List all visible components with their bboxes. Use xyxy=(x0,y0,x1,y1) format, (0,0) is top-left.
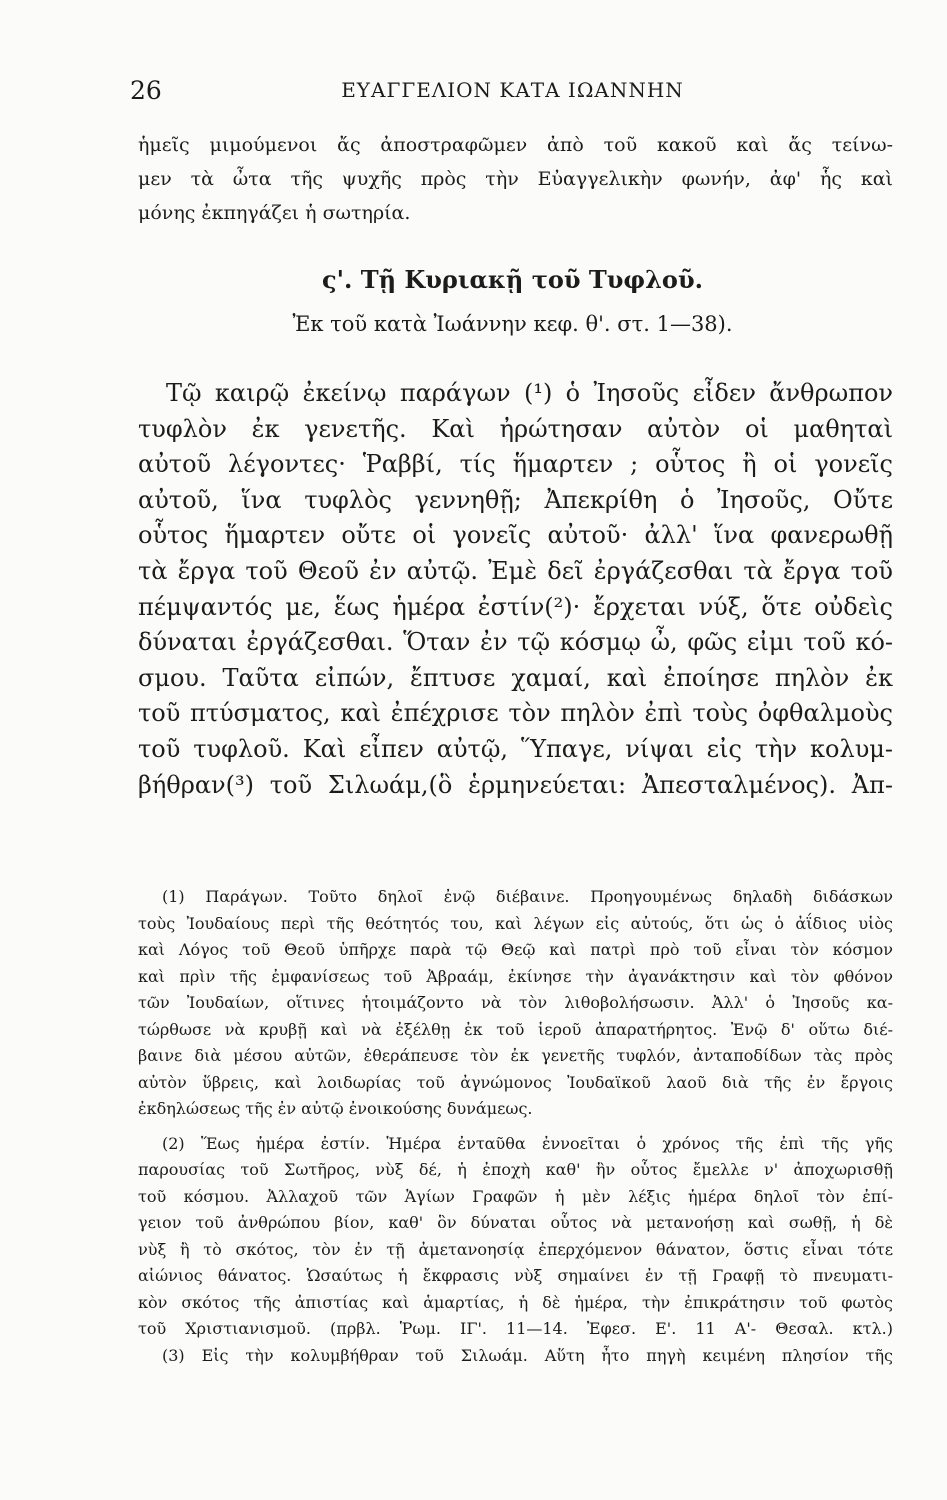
footnote-3 xyxy=(138,1343,893,1370)
footnote-line: καὶ Λόγος τοῦ Θεοῦ ὑπῆρχε παρὰ τῷ Θεῷ καὶ πατρὶ πρὸ τοῦ εἶναι τὸν κόσμον xyxy=(138,940,893,959)
footnote-line: (2) Ἕως ἡμέρα ἐστίν. Ἡμέρα ἐνταῦθα ἐννοεῖται ὁ χρόνος τῆς ἐπὶ τῆς γῆς xyxy=(162,1133,893,1153)
page-number: 26 xyxy=(130,76,162,105)
text-line: Τῷ καιρῷ ἐκείνῳ παράγων (¹) ὁ Ἰησοῦς εἶδεν ἄνθρωπον xyxy=(166,379,893,407)
text-line: αὐτοῦ, ἵνα τυφλὸς γεννηθῇ; Ἀπεκρίθη ὁ Ἰησοῦς, Οὔτε xyxy=(138,485,893,514)
text-line: πέμψαντός με, ἕως ἡμέρα ἐστίν(²)· ἔρχεται νύξ, ὅτε οὐδεὶς xyxy=(138,592,893,621)
footnote-line: τοῦ Χριστιανισμοῦ. (πρβλ. Ῥωμ. ΙΓ'. 11—14. Ἐφεσ. Ε'. 11 Α'- Θεσαλ. κτλ.) xyxy=(138,1319,893,1338)
footnote-line: τῶν Ἰουδαίων, οἵτινες ἡτοιμάζοντο νὰ τὸν λιθοβολήσωσιν. Ἀλλ' ὁ Ἰησοῦς κα- xyxy=(138,993,893,1012)
footnote-line: (1) Παράγων. Τοῦτο δηλοῖ ἐνῷ διέβαινε. Προηγουμένως δηλαδὴ διδάσκων xyxy=(162,887,893,906)
text-line: ἡμεῖς μιμούμενοι ἄς ἀποστραφῶμεν ἀπὸ τοῦ κακοῦ καὶ ἄς τείνω- xyxy=(138,134,893,156)
text-line: οὗτος ἥμαρτεν οὔτε οἱ γονεῖς αὐτοῦ· ἀλλ' ἵνα φανερωθῇ xyxy=(138,521,893,550)
text-line: βήθραν(³) τοῦ Σιλωάμ,(ὃ ἑρμηνεύεται: Ἀπεσταλμένος). Ἀπ- xyxy=(138,770,893,799)
footnote-line: κὸν σκότος τῆς ἀπιστίας καὶ ἁμαρτίας, ἡ δὲ ἡμέρα, τὴν ἐπικράτησιν τοῦ φωτὸς xyxy=(138,1292,893,1312)
footnotes xyxy=(138,884,893,1369)
text-line: τυφλὸν ἐκ γενετῆς. Καὶ ἠρώτησαν αὐτὸν οἱ μαθηταὶ xyxy=(138,414,893,443)
scripture-reference: Ἐκ τοῦ κατὰ Ἰωάννην κεφ. θ'. στ. 1—38). xyxy=(292,312,733,336)
footnote-1 xyxy=(138,884,893,1123)
footnote-line: τοῦ κόσμου. Ἀλλαχοῦ τῶν Ἁγίων Γραφῶν ἡ μὲν λέξις ἡμέρα δηλοῖ τὸν ἐπί- xyxy=(138,1186,893,1206)
footnote-line: νὺξ ἢ τὸ σκότος, τὸν ἐν τῇ ἀμετανοησίᾳ ἐπερχόμενον θάνατον, ὅστις εἶναι τότε xyxy=(138,1239,893,1259)
footnote-line: ἐκδηλώσεως τῆς ἐν αὐτῷ ἐνοικούσης δυνάμεως. xyxy=(138,1099,533,1118)
section-heading: ς'. Τῇ Κυριακῇ τοῦ Τυφλοῦ. xyxy=(322,265,703,294)
text-line: σμου. Ταῦτα εἰπών, ἔπτυσε χαμαί, καὶ ἐποίησε πηλὸν ἐκ xyxy=(138,663,893,692)
text-line: μόνης ἐκπηγάζει ἡ σωτηρία. xyxy=(138,202,411,224)
footnote-line: τοὺς Ἰουδαίους περὶ τῆς θεότητός του, καὶ λέγων εἰς αὐτούς, ὅτι ὡς ὁ ἀΐδιος υἱὸς xyxy=(138,913,893,933)
footnote-line: τώρθωσε νὰ κρυβῇ καὶ νὰ ἐξέλθῃ ἐκ τοῦ ἱεροῦ ἀπαρατήρητος. Ἐνῷ δ' οὕτω διέ- xyxy=(138,1019,893,1039)
intro-paragraph xyxy=(138,128,893,230)
text-line: αὐτοῦ λέγοντες· Ῥαββί, τίς ἥμαρτεν ; οὗτος ἢ οἱ γονεῖς xyxy=(138,450,893,479)
footnote-line: καὶ πρὶν τῆς ἐμφανίσεως τοῦ Ἀβραάμ, ἐκίνησε τὴν ἀγανάκτησιν καὶ τὸν φθόνον xyxy=(138,966,893,986)
footnote-line: γειον τοῦ ἀνθρώπου βίον, καθ' ὃν δύναται οὗτος νὰ μετανοήσῃ καὶ σωθῇ, ἡ δὲ xyxy=(138,1213,893,1232)
footnote-line: αὐτὸν ὕβρεις, καὶ λοιδωρίας τοῦ ἀγνώμονος Ἰουδαϊκοῦ λαοῦ διὰ τῆς ἐν ἔργοις xyxy=(138,1072,893,1092)
footnote-line: αἰώνιος θάνατος. Ὡσαύτως ἡ ἔκφρασις νὺξ σημαίνει ἐν τῇ Γραφῇ τὸ πνευματι- xyxy=(138,1266,893,1285)
footnote-2 xyxy=(138,1131,893,1343)
text-line: τοῦ πτύσματος, καὶ ἐπέχρισε τὸν πηλὸν ἐπὶ τοὺς ὀφθαλμοὺς xyxy=(138,699,893,728)
footnote-line: βαινε διὰ μέσου αὐτῶν, ἐθεράπευσε τὸν ἐκ γενετῆς τυφλόν, ἀνταποδίδων τὰς πρὸς xyxy=(138,1046,893,1065)
text-line: τοῦ τυφλοῦ. Καὶ εἶπεν αὐτῷ, Ὕπαγε, νίψαι εἰς τὴν κολυμ- xyxy=(138,734,893,763)
text-line: τὰ ἔργα τοῦ Θεοῦ ἐν αὐτῷ. Ἐμὲ δεῖ ἐργάζεσθαι τὰ ἔργα τοῦ xyxy=(138,556,893,585)
gospel-text xyxy=(138,376,893,803)
book-page xyxy=(130,0,895,1500)
footnote-line: παρουσίας τοῦ Σωτῆρος, νὺξ δέ, ἡ ἐποχὴ καθ' ἣν οὗτος ἔμελλε ν' ἀποχωρισθῇ xyxy=(138,1160,893,1179)
text-line: μεν τὰ ὦτα τῆς ψυχῆς πρὸς τὴν Εὐαγγελικὴν φωνήν, ἀφ' ἧς καὶ xyxy=(138,168,893,190)
text-line: δύναται ἐργάζεσθαι. Ὅταν ἐν τῷ κόσμῳ ὦ, φῶς εἰμι τοῦ κό- xyxy=(138,628,893,657)
footnote-line: (3) Εἰς τὴν κολυμβήθραν τοῦ Σιλωάμ. Αὕτη ἦτο πηγὴ κειμένη πλησίον τῆς xyxy=(162,1345,893,1365)
running-title: ΕΥΑΓΓΕΛΙΟΝ ΚΑΤΑ ΙΩΑΝΝΗΝ xyxy=(341,78,684,102)
